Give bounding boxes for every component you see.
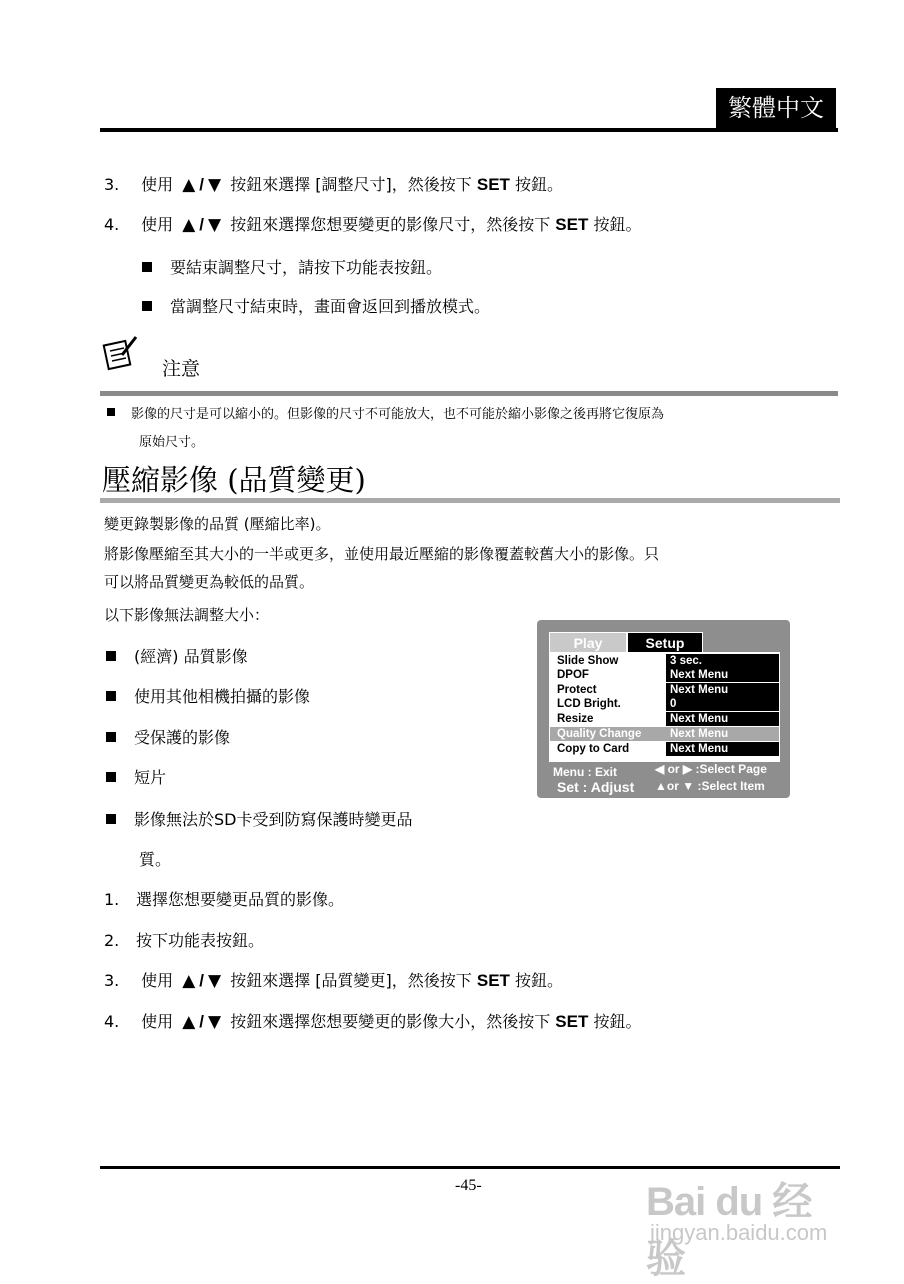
step-4-bottom: [104, 1010, 641, 1034]
step-number: 3.: [104, 971, 120, 990]
step-text: 按鈕來選擇您想要變更的影像尺寸，然後按下: [230, 215, 551, 234]
bullet-item: [142, 256, 442, 280]
menu-label: Copy to Card: [557, 743, 630, 755]
menu-value: Next Menu: [666, 712, 779, 726]
up-arrow-icon: ▲: [182, 971, 196, 991]
menu-row-selected: [550, 727, 779, 741]
step-number: 1.: [104, 890, 120, 909]
set-key: SET: [476, 971, 510, 990]
down-arrow-icon: ▼: [208, 1012, 222, 1032]
note-line: 原始尺寸。: [139, 435, 205, 450]
section-title: 壓縮影像 (品質變更): [102, 463, 366, 497]
bullet-text: 受保護的影像: [134, 728, 231, 747]
menu-page-hint: [655, 762, 767, 776]
bullet-item: [106, 685, 310, 709]
paragraph: 可以將品質變更為較低的品質。: [104, 573, 315, 591]
step-text: 按鈕來選擇您想要變更的影像大小，然後按下: [230, 1012, 551, 1031]
or-text: or: [666, 779, 679, 793]
down-arrow-icon: ▼: [208, 971, 222, 991]
separator: /: [199, 215, 205, 234]
set-key: SET: [476, 175, 510, 194]
bullet-square-icon: [106, 772, 116, 782]
camera-menu-screenshot: [537, 620, 790, 798]
step-number: 3.: [104, 175, 120, 194]
up-arrow-icon: ▲: [655, 779, 667, 793]
bullet-square-icon: [106, 814, 116, 824]
menu-row: [550, 697, 779, 711]
set-key: SET: [555, 1012, 589, 1031]
down-arrow-icon: ▼: [208, 175, 222, 195]
language-tag: 繁體中文: [716, 88, 836, 128]
bullet-square-icon: [142, 262, 152, 272]
menu-row: [550, 683, 779, 697]
note-pad-icon: [102, 335, 138, 371]
menu-row: [550, 742, 779, 756]
tab-play: Play: [549, 632, 627, 653]
left-arrow-icon: ◀: [655, 762, 665, 776]
paragraph: 以下影像無法調整大小：: [104, 606, 270, 624]
menu-list: [549, 652, 780, 762]
separator: /: [199, 971, 205, 990]
step-text: 按鈕來選擇 [調整尺寸]，然後按下: [230, 175, 472, 194]
section-rule: [100, 498, 840, 503]
step-2: [104, 929, 264, 953]
watermark-url: jingyan.baidu.com: [650, 1220, 828, 1245]
header-rule: [100, 128, 838, 132]
bullet-item: [142, 295, 490, 319]
step-number: 2.: [104, 931, 120, 950]
bullet-text: (經濟) 品質影像: [134, 647, 248, 666]
bullet-text: 短片: [134, 768, 167, 787]
bullet-square-icon: [142, 301, 152, 311]
set-key: SET: [555, 215, 589, 234]
step-number: 4.: [104, 215, 120, 234]
menu-label: Protect: [557, 684, 597, 696]
menu-label: Resize: [557, 713, 594, 725]
right-arrow-icon: ▶: [682, 762, 693, 776]
bullet-item: [106, 645, 248, 669]
bullet-text: 要結束調整尺寸，請按下功能表按鈕。: [170, 258, 443, 277]
bullet-continuation: 質。: [139, 850, 172, 869]
bullet-text: 當調整尺寸結束時，畫面會返回到播放模式。: [170, 297, 491, 316]
step-text: 使用: [141, 971, 174, 990]
bullet-item: [106, 766, 166, 790]
up-arrow-icon: ▲: [182, 215, 196, 235]
step-text: 按下功能表按鈕。: [136, 931, 265, 950]
bullet-square-icon: [106, 732, 116, 742]
menu-label: Quality Change: [557, 728, 642, 740]
step-text: 按鈕。: [593, 1012, 642, 1031]
note-rule: [100, 391, 838, 396]
menu-item-hint: [655, 779, 765, 793]
note-title: 注意: [162, 358, 201, 380]
menu-value: Next Menu: [666, 727, 779, 741]
hint-text: :Select Page: [695, 762, 767, 776]
menu-label: LCD Bright.: [557, 698, 621, 710]
menu-value: 3 sec.: [666, 654, 779, 668]
baidu-watermark: [640, 1150, 850, 1281]
menu-adjust-hint: Set : Adjust: [557, 779, 635, 795]
menu-value: Next Menu: [666, 742, 779, 756]
bullet-item: [106, 726, 230, 750]
separator: /: [199, 1012, 205, 1031]
bullet-text: 使用其他相機拍攝的影像: [134, 687, 311, 706]
down-arrow-icon: ▼: [682, 779, 695, 793]
step-text: 使用: [141, 175, 174, 194]
up-arrow-icon: ▲: [182, 1012, 196, 1032]
step-1: [104, 888, 344, 912]
step-text: 按鈕來選擇 [品質變更]，然後按下: [230, 971, 472, 990]
menu-exit-hint: Menu : Exit: [553, 765, 618, 779]
step-text: 選擇您想要變更品質的影像。: [136, 890, 345, 909]
step-4-top: [104, 213, 641, 237]
menu-value: 0: [666, 697, 779, 711]
menu-label: DPOF: [557, 669, 589, 681]
step-number: 4.: [104, 1012, 120, 1031]
bullet-square-icon: [106, 691, 116, 701]
menu-value: Next Menu: [666, 668, 779, 682]
watermark-logo: Bai du 经验: [646, 1180, 812, 1281]
note-line: 影像的尺寸是可以縮小的。但影像的尺寸不可能放大，也不可能於縮小影像之後再將它復原為: [131, 407, 665, 422]
bullet-text: 影像無法於SD卡受到防寫保護時變更品: [134, 810, 413, 829]
bullet-item: [106, 808, 412, 832]
step-3-bottom: [104, 969, 563, 993]
or-text: or: [667, 762, 680, 776]
down-arrow-icon: ▼: [208, 215, 222, 235]
page-number: -45-: [455, 1177, 482, 1194]
paragraph: 將影像壓縮至其大小的一半或更多，並使用最近壓縮的影像覆蓋較舊大小的影像。只: [104, 545, 660, 563]
step-text: 按鈕。: [515, 175, 564, 194]
step-text: 使用: [141, 215, 174, 234]
paragraph: 變更錄製影像的品質 (壓縮比率)。: [104, 515, 331, 533]
menu-label: Slide Show: [557, 655, 619, 667]
hint-text: :Select Item: [697, 779, 765, 793]
step-3-top: [104, 173, 563, 197]
up-arrow-icon: ▲: [182, 175, 196, 195]
separator: /: [199, 175, 205, 194]
menu-row: [550, 668, 779, 682]
tab-setup: Setup: [627, 632, 703, 654]
bullet-square-icon: [107, 408, 115, 416]
bullet-square-icon: [106, 651, 116, 661]
menu-row: [550, 654, 779, 668]
note-text: [107, 402, 664, 428]
step-text: 按鈕。: [593, 215, 642, 234]
menu-row: [550, 712, 779, 726]
step-text: 按鈕。: [515, 971, 564, 990]
menu-value: Next Menu: [666, 683, 779, 697]
step-text: 使用: [141, 1012, 174, 1031]
